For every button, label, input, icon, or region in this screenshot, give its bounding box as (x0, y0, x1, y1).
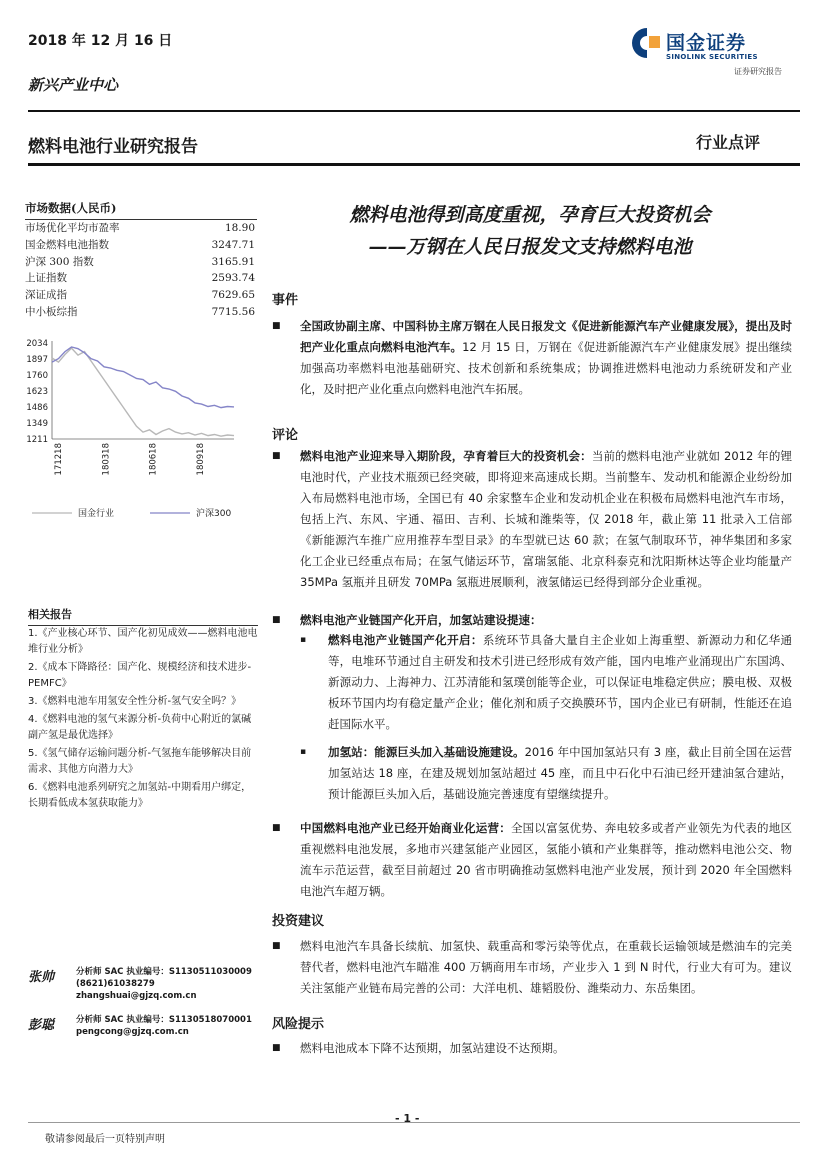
footer-disclaimer-note: 敬请参阅最后一页特别声明 (45, 1134, 165, 1145)
comment-subitem-1 (300, 630, 792, 735)
market-label: 深证成指 (25, 289, 67, 302)
related-reports-list (28, 626, 260, 814)
comment2a-text: 系统环节具备大量自主企业如上海重塑、新源动力和亿华通等，电堆环节通过自主研发和技术引进已经形成有效产能，国内电堆产业涌现出广东国鸿、新源动力、上海神力、江苏清能和氢璞创能等企业，可以保证电堆稳定供应；膜电极、双极板环节国内均有稳定量产企业；催化剂和质子交换膜环节，国内企业已有研制，性能还在追赶国际水平。 (328, 633, 793, 731)
market-label: 沪深 300 指数 (25, 255, 94, 268)
market-value: 3247.71 (211, 238, 255, 251)
invest-text: 燃料电池汽车具备长续航、加氢快、载重高和零污染等优点，在重载长运输领域是燃油车的完美替代者，燃料电池汽车瞄准 400 万辆商用车市场，产业步入 1 到 N 时代，行业大有可为。建议关注氢能产业链布局完善的公司：大洋电机、雄韬股份、潍柴动力、东岳集团。 (300, 939, 792, 995)
series-line (52, 347, 234, 408)
bullet-square-icon: ■ (272, 615, 281, 625)
headline: 燃料电池得到高度重视，孕育巨大投资机会 (349, 204, 711, 226)
header-divider (28, 110, 800, 112)
y-tick-label: 1760 (26, 370, 48, 381)
invest-paragraph (272, 936, 792, 999)
comment2b-bold: 加氢站：能源巨头加入基础设施建设。 (328, 745, 525, 759)
comment-paragraph-1 (272, 446, 792, 593)
related-report-item[interactable]: 4.《燃料电池的氢气来源分析-负荷中心附近的氯碱副产氢是最优选择》 (28, 714, 252, 741)
bullet-square-icon: ■ (272, 321, 281, 331)
legend-label: 沪深300 (196, 509, 232, 519)
related-report-item[interactable]: 1.《产业核心环节、国产化初见成效——燃料电池电堆行业分析》 (28, 628, 258, 655)
market-label: 中小板综指 (25, 305, 78, 318)
analyst-card (28, 1014, 260, 1038)
logo-chinese-name: 国金证券 (666, 32, 747, 54)
title-divider (28, 163, 800, 166)
analyst-email[interactable]: zhangshuai@gjzq.com.cn (76, 991, 197, 1001)
section-invest-heading: 投资建议 (272, 914, 325, 929)
y-tick-label: 1211 (26, 435, 48, 445)
index-line-chart (22, 335, 262, 545)
y-tick-label: 1623 (26, 386, 48, 397)
comment-subitem-2 (300, 742, 792, 805)
risk-text: 燃料电池成本下降不达预期，加氢站建设不达预期。 (300, 1041, 565, 1055)
footer-divider (28, 1122, 800, 1123)
x-tick-label: 180318 (101, 443, 112, 476)
market-data-panel (25, 200, 257, 321)
market-data-heading: 市场数据(人民币) (25, 200, 257, 220)
event-text: 12 月 15 日，万钢在《促进新能源汽车产业健康发展》提出继续加强高功率燃料电池基础研究、技术创新和系统集成；协调推进燃料电池动力系统研发和产业化，及时把产业化重点向燃料电池汽车拓展。 (300, 340, 793, 396)
comment-paragraph-3 (272, 818, 792, 902)
comment2a-bold: 燃料电池产业链国产化开启： (328, 633, 483, 647)
market-value: 2593.74 (211, 272, 255, 285)
comment2b-text: 2016 年中国加氢站只有 3 座，截止目前全国在运营加氢站达 18 座，在建及规划加氢站超过 45 座，而且中石化中石油已经开建油氢合建站，预计能源巨头加入后，基础设施完善速度有望继续提升。 (328, 745, 792, 801)
bullet-square-icon: ■ (272, 451, 281, 461)
comment3-bold: 中国燃料电池产业已经开始商业化运营： (300, 821, 511, 835)
comment1-text: 当前的燃料电池产业就如 2012 年的锂电池时代，产业技术瓶颈已经突破，即将迎来高速成长期。当前整车、发动机和能源企业纷纷加入布局燃料电池市场，全国已有 40 余家整车企业和发动机企业在积极布局燃料电池汽车市场，包括上汽、东风、宇通、福田、吉利、长城和潍柴等，仅 2018 年，截止第 11 批录入工信部《新能源汽车推广应用推荐车型目录》的车型就已达 60 款；在氢气制取环节，神华集团和多家化工企业已经重点布局；在氢气储运环节，富瑞氢能、北京科泰克和沈阳斯林达等企业均能量产 35MPa 氢瓶并且研发 70MPa 氢瓶进展顺利，液氢储运已经得到部分企业重视。 (300, 449, 793, 589)
logo-subtitle: 证券研究报告 (734, 67, 782, 76)
y-tick-label: 1349 (26, 418, 48, 429)
section-risk-heading: 风险提示 (272, 1017, 325, 1032)
sub-headline: ——万钢在人民日报发文支持燃料电池 (368, 236, 692, 258)
legend-label: 国金行业 (78, 509, 115, 519)
market-label: 上证指数 (25, 272, 67, 285)
x-tick-label: 180618 (148, 443, 159, 476)
related-reports-heading: 相关报告 (28, 606, 258, 626)
analyst-email[interactable]: pengcong@gjzq.com.cn (76, 1027, 189, 1037)
bullet-square-icon: ■ (272, 1043, 281, 1053)
analyst-phone: (8621)61038279 (76, 979, 155, 989)
comment2-bold: 燃料电池产业链国产化开启，加氢站建设提速： (300, 613, 542, 627)
series-line (52, 348, 234, 436)
y-tick-label: 2034 (26, 339, 48, 349)
comment-paragraph-2 (272, 610, 792, 631)
market-label: 市场优化平均市盈率 (25, 222, 120, 234)
related-report-item[interactable]: 3.《燃料电池车用氢安全性分析-氢气安全吗？》 (28, 696, 242, 707)
market-row (25, 304, 257, 321)
analyst-section (28, 966, 260, 1050)
comment1-bold: 燃料电池产业迎来导入期阶段，孕育着巨大的投资机会： (300, 449, 592, 463)
risk-paragraph (272, 1038, 792, 1059)
page-number: - 1 - (395, 1112, 420, 1125)
y-tick-label: 1486 (26, 402, 48, 413)
comment3-text: 全国以富氢优势、奔电较多或者产业领先为代表的地区重视燃料电池发展，多地市兴建氢能产业园区，氢能小镇和产业集群等，推动燃料电池公交、物流车示范运营，截至目前超过 20 省市明确推动氢燃料电池产业发展，预计到 2020 年全国燃料电池汽车超万辆。 (300, 821, 792, 898)
x-tick-label: 180918 (196, 443, 206, 476)
section-comment-heading: 评论 (272, 428, 299, 443)
report-type: 行业点评 (696, 133, 761, 152)
market-row (25, 237, 257, 254)
report-title: 燃料电池行业研究报告 (28, 137, 198, 157)
analyst-cert: 分析师 SAC 执业编号：S1130518070001 (76, 1015, 252, 1025)
analyst-name: 张帅 (28, 970, 55, 985)
bullet-square-icon: ■ (272, 823, 281, 833)
market-data-table (25, 220, 257, 321)
bullet-small-square-icon: ▪ (300, 747, 307, 757)
related-report-item[interactable]: 6.《燃料电池系列研究之加氢站-中期看用户绑定，长期看低成本氢获取能力》 (28, 782, 252, 809)
report-date: 2018 年 12 月 16 日 (28, 33, 173, 49)
market-row (25, 220, 257, 237)
related-report-item[interactable]: 5.《氢气储存运输问题分析-气氢拖车能够解决目前需求、其他方向潜力大》 (28, 748, 252, 775)
section-event-heading: 事件 (272, 293, 299, 308)
analyst-card (28, 966, 260, 1002)
market-value: 3165.91 (211, 255, 255, 268)
bullet-square-icon: ■ (272, 941, 281, 951)
market-value: 7715.56 (211, 305, 255, 318)
related-report-item[interactable]: 2.《成本下降路径：国产化、规模经济和技术进步-PEMFC》 (28, 662, 252, 689)
event-bold: 全国政协副主席、中国科协主席万钢在人民日报发文《促进新能源汽车产业健康发展》，提出及时把产业化重点向燃料电池汽车。 (300, 319, 792, 354)
event-paragraph (272, 316, 792, 400)
market-value: 18.90 (224, 222, 255, 234)
market-value: 7629.65 (211, 289, 255, 302)
y-tick-label: 1897 (26, 354, 48, 365)
market-row (25, 287, 257, 304)
analyst-name: 彭聪 (28, 1018, 55, 1033)
x-tick-label: 171218 (54, 443, 64, 476)
logo-english-name: SINOLINK SECURITIES (666, 53, 758, 61)
market-label: 国金燃料电池指数 (25, 238, 109, 251)
bullet-small-square-icon: ▪ (300, 635, 307, 645)
analyst-cert: 分析师 SAC 执业编号：S1130511030009 (76, 967, 252, 977)
market-row (25, 254, 257, 271)
research-center: 新兴产业中心 (28, 76, 119, 94)
market-row (25, 270, 257, 287)
sinolink-logo-icon (632, 26, 662, 60)
